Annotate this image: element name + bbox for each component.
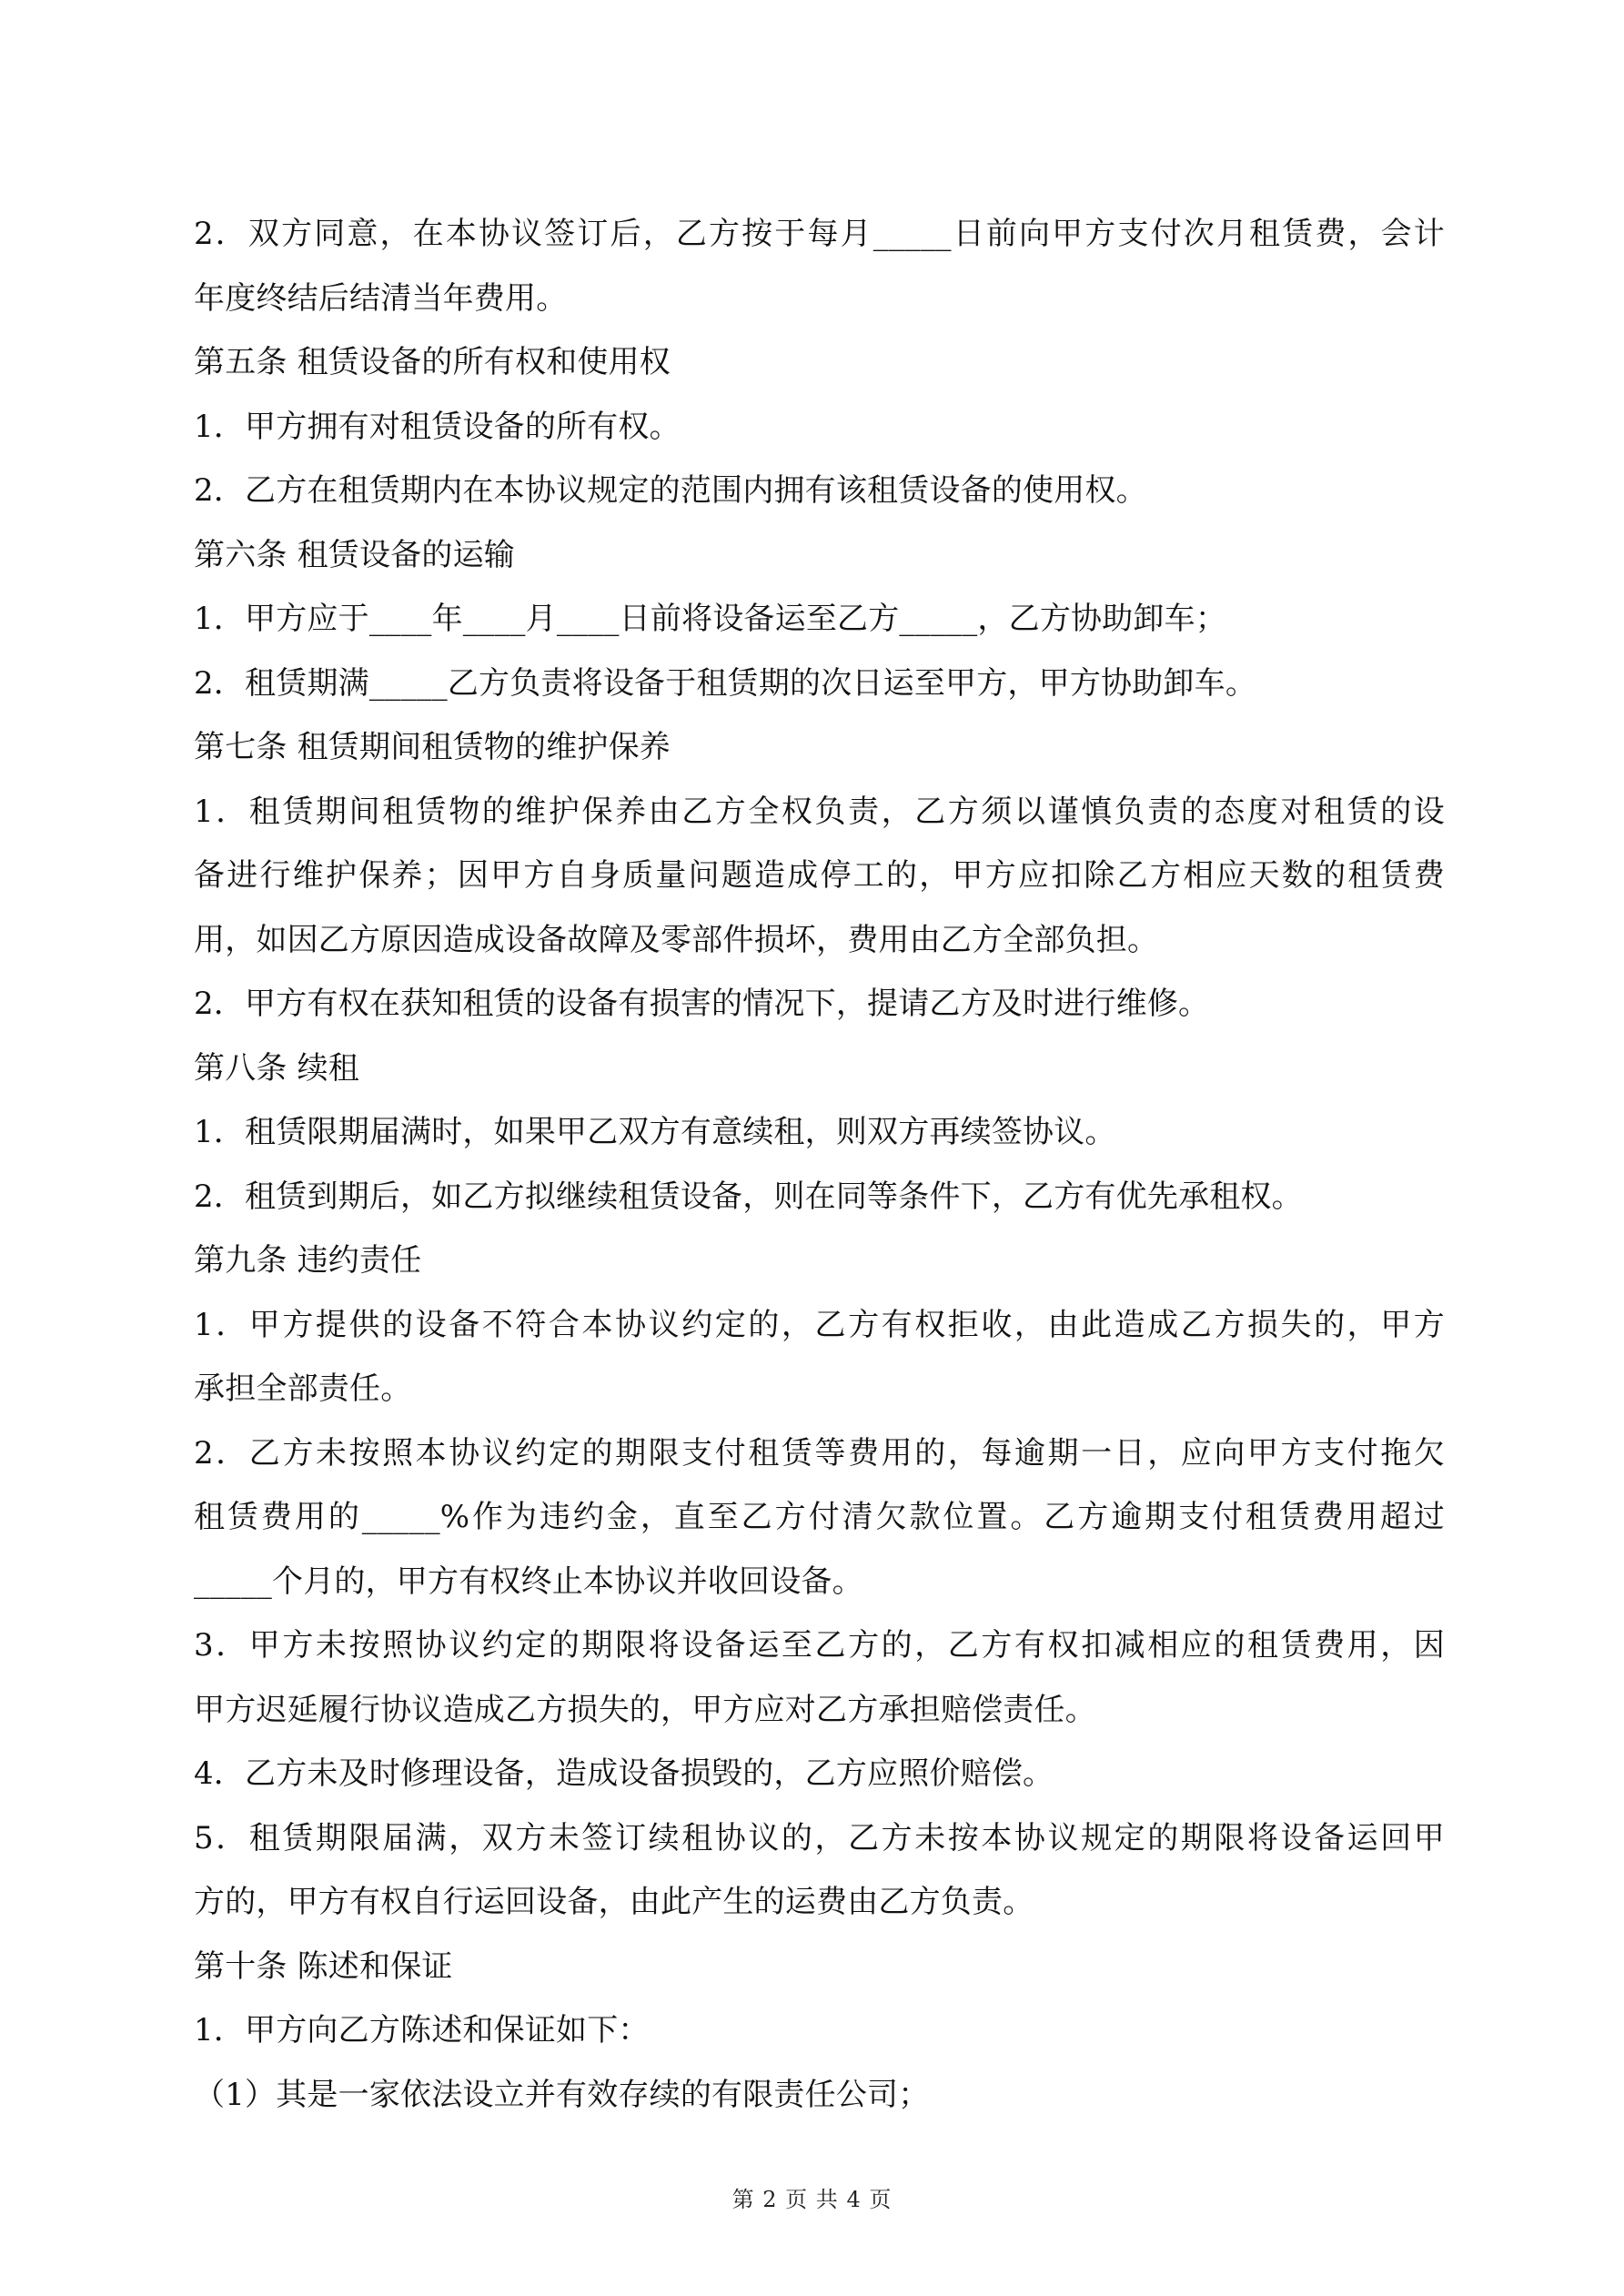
- paragraph-line: 5．租赁期限届满，双方未签订续租协议的，乙方未按本协议规定的期限将设备运回甲: [194, 1819, 1445, 1856]
- paragraph-line: _____个月的，甲方有权终止本协议并收回设备。: [194, 1563, 863, 1600]
- section-heading: 第七条 租赁期间租赁物的维护保养: [194, 729, 671, 765]
- paragraph-line: 甲方迟延履行协议造成乙方损失的，甲方应对乙方承担赔偿责任。: [194, 1691, 1096, 1728]
- paragraph-line: 用，如因乙方原因造成设备故障及零部件损坏，费用由乙方全部负担。: [194, 921, 1159, 958]
- paragraph-line: 年度终结后结清当年费用。: [194, 279, 568, 317]
- section-heading: 第八条 续租: [194, 1049, 360, 1087]
- paragraph-line: 1．租赁限期届满时，如果甲乙双方有意续租，则双方再续签协议。: [194, 1114, 1116, 1150]
- page-footer: 第 2 页 共 4 页: [731, 2187, 893, 2212]
- paragraph-line: 1．甲方拥有对租赁设备的所有权。: [194, 408, 681, 445]
- paragraph-line: 2．租赁到期后，如乙方拟继续租赁设备，则在同等条件下，乙方有优先承租权。: [194, 1178, 1303, 1215]
- paragraph-line: 2．乙方在租赁期内在本协议规定的范围内拥有该租赁设备的使用权。: [194, 472, 1147, 509]
- paragraph-line: 1．甲方应于____年____月____日前将设备运至乙方_____，乙方协助卸车；: [194, 601, 1227, 637]
- paragraph-line: 备进行维护保养；因甲方自身质量问题造成停工的，甲方应扣除乙方相应天数的租赁费: [194, 857, 1445, 894]
- section-heading: 第六条 租赁设备的运输: [194, 536, 516, 573]
- paragraph-line: 1．租赁期间租赁物的维护保养由乙方全权负责，乙方须以谨慎负责的态度对租赁的设: [194, 793, 1445, 830]
- paragraph-line: （1）其是一家依法设立并有效存续的有限责任公司；: [194, 2076, 930, 2113]
- paragraph-line: 方的，甲方有权自行运回设备，由此产生的运费由乙方负责。: [194, 1884, 1034, 1920]
- paragraph-line: 承担全部责任。: [194, 1371, 412, 1407]
- document-body: [194, 202, 1445, 2127]
- paragraph-line: 4．乙方未及时修理设备，造成设备损毁的，乙方应照价赔偿。: [194, 1755, 1054, 1792]
- paragraph-line: 2．乙方未按照本协议约定的期限支付租赁等费用的，每逾期一日，应向甲方支付拖欠: [194, 1434, 1445, 1472]
- paragraph-line: 2．租赁期满_____乙方负责将设备于租赁期的次日运至甲方，甲方协助卸车。: [194, 664, 1257, 702]
- paragraph-line: 1．甲方提供的设备不符合本协议约定的，乙方有权拒收，由此造成乙方损失的，甲方: [194, 1306, 1445, 1343]
- paragraph-line: 1．甲方向乙方陈述和保证如下：: [194, 2012, 650, 2048]
- paragraph-line: 2．甲方有权在获知租赁的设备有损害的情况下，提请乙方及时进行维修。: [194, 986, 1210, 1022]
- section-heading: 第九条 违约责任: [194, 1242, 422, 1279]
- paragraph-line: 租赁费用的_____%作为违约金，直至乙方付清欠款位置。乙方逾期支付租赁费用超过: [194, 1499, 1445, 1535]
- section-heading: 第十条 陈述和保证: [194, 1947, 453, 1985]
- paragraph-line: 3．甲方未按照协议约定的期限将设备运至乙方的，乙方有权扣减相应的租赁费用，因: [194, 1627, 1445, 1664]
- section-heading: 第五条 租赁设备的所有权和使用权: [194, 344, 671, 380]
- paragraph-line: 2．双方同意，在本协议签订后，乙方按于每月_____日前向甲方支付次月租赁费，会计: [194, 216, 1445, 252]
